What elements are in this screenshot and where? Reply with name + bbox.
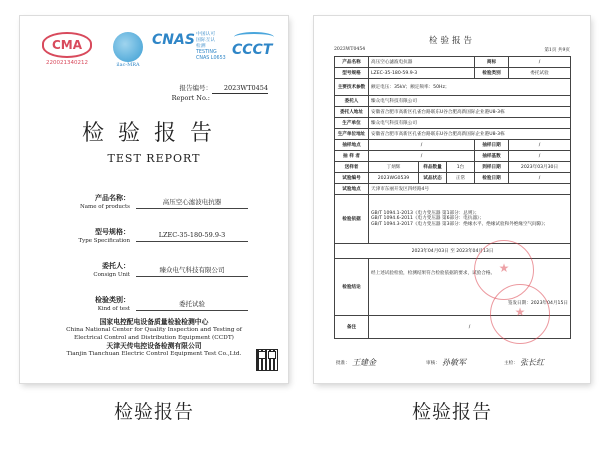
table-row: 抽 样 者 / 抽样基数 / <box>335 151 571 162</box>
table-row: 备注 / <box>335 316 571 339</box>
cnas-logo: CNAS <box>152 32 195 48</box>
ccct-arc-icon <box>234 32 274 42</box>
table-row: 2023年04月03日 至 2023年04月13日 <box>335 244 571 259</box>
cover-fields <box>50 194 258 330</box>
report-meta: 2023WT0454 第1页 共9页 <box>334 47 570 53</box>
field-type-spec: 型号规格： Type Specification LZEC-35-180-59.9-3 <box>50 228 258 262</box>
report-number: 报告编号： 2023WT0454 Report No.: <box>171 84 268 102</box>
cover-title-en: TEST REPORT <box>107 152 201 165</box>
certification-logos <box>34 32 274 72</box>
cma-logo: CMA 220021340212 <box>42 32 92 68</box>
ilac-mra-logo: ilac-MRA <box>108 32 148 68</box>
cnas-side-text: 中国认可 国际互认 检测 TESTING CNAS L0653 <box>196 32 226 61</box>
cover-page <box>20 16 288 383</box>
table-row: 委托人 臻众电气科技有限公司 <box>335 96 571 107</box>
field-consign-unit: 委托人： Consign Unit 臻众电气科技有限公司 <box>50 262 258 296</box>
ccct-logo: CCCT <box>232 32 278 68</box>
table-row: 生产单位 臻众电气科技有限公司 <box>335 118 571 129</box>
table-row: 试验地点 天津市东丽开发区四经路4号 <box>335 184 571 195</box>
table-row: 主要技术参数 额定电压：35kV；额定频率：50Hz； <box>335 79 571 96</box>
caption-right: 检验报告 <box>411 401 492 423</box>
table-row: 型号规格 LZEC-35-180-59.9-3 检验类别 委托试验 <box>335 68 571 79</box>
field-product-name: 产品名称： Name of products 高压空心滤波电抗器 <box>50 194 258 228</box>
table-row: 委托人地址 安徽省合肥市高新区孔雀台路联东U谷合肥高新国际企业港U8-3栋 <box>335 107 571 118</box>
reviewer-signature: 孙敏军 <box>442 358 466 367</box>
report-detail-page: 检验报告 2023WT0454 第1页 共9页 产品名称 高压空心滤波电抗器 商标 / 型号规格 LZEC-35-180-59.9-3 检验类别 委托试验 主要技术参数 额定电压：35kV；额定频率：50Hz； 委托人 臻众电气科技有限公司 委托人地址 安徽省合肥市高新区孔雀台路联东U谷合肥高新国际企业港U8-3栋 生产单位 臻众电气科技有限公司 生产单位地址 安徽省合肥市高新区孔雀台路联东U谷合肥高新国际企业港U8-3栋 抽样地点 / 抽样日期 / 抽 样 者 / 抽样基数 / 送样者 丁炳辉 样品数量 1台 到样日期 2023年03月30日 试验编号 2023WG0539 试品状态 正常 检验日期 / 试验地点 天津市东丽开发区四经路4号 检验依据 GB/T 1094.1-2013《电力变压器 第1部分：总则》； GB/T 1094.6-2011《电力变压器 第6部分：电抗器》； GB/T 1094.3-2017《电力变压器 第3部分：绝缘水平、绝缘试验和外绝缘空气间隙》； 2023年04月03日 至 2023年04月13日 检验结论 经上述试验检验，检测结果符合检验依据的要求，试验合格。 签发日期：2023年04月15日 备注 / ★ ★ 批准： 王建金 审核： 孙敏军 主检： 张长红 <box>314 16 590 383</box>
table-row: 抽样地点 / 抽样日期 / <box>335 140 571 151</box>
main-inspector-signature: 张长红 <box>520 358 544 367</box>
ilac-emblem-icon <box>113 32 143 62</box>
table-row: 检验依据 GB/T 1094.1-2013《电力变压器 第1部分：总则》； GB/T 1094.6-2011《电力变压器 第6部分：电抗器》； GB/T 1094.3-2017《电力变压器 第3部分：绝缘水平、绝缘试验和外绝缘空气间隙》； <box>335 195 571 244</box>
table-row: 产品名称 高压空心滤波电抗器 商标 / <box>335 57 571 68</box>
table-row: 生产单位地址 安徽省合肥市高新区孔雀台路联东U谷合肥高新国际企业港U8-3栋 <box>335 129 571 140</box>
qr-code-icon <box>256 349 278 371</box>
report-title: 检验报告 <box>428 36 475 46</box>
issuer-block: 国家电控配电设备质量检验检测中心 China National Center for Quality Inspection and Testing of Electrical Control and Distribution Equipment (CCDT) 天津天传电控设备检测有限公司 Tianjin Tianchuan Electric Control Equipment Test Co.,Ltd. <box>66 318 242 357</box>
red-seal-stamp <box>490 284 550 344</box>
caption-left: 检验报告 <box>113 401 194 423</box>
field-kind-of-test: 检验类别： Kind of test 委托试验 <box>50 296 258 330</box>
table-row: 送样者 丁炳辉 样品数量 1台 到样日期 2023年03月30日 <box>335 162 571 173</box>
approver-signature: 王建金 <box>352 358 376 367</box>
cover-title: 检验报告 <box>81 121 226 146</box>
table-row: 试验编号 2023WG0539 试品状态 正常 检验日期 / <box>335 173 571 184</box>
table-row: 检验结论 经上述试验检验，检测结果符合检验依据的要求，试验合格。 签发日期：2023年04月15日 <box>335 259 571 316</box>
